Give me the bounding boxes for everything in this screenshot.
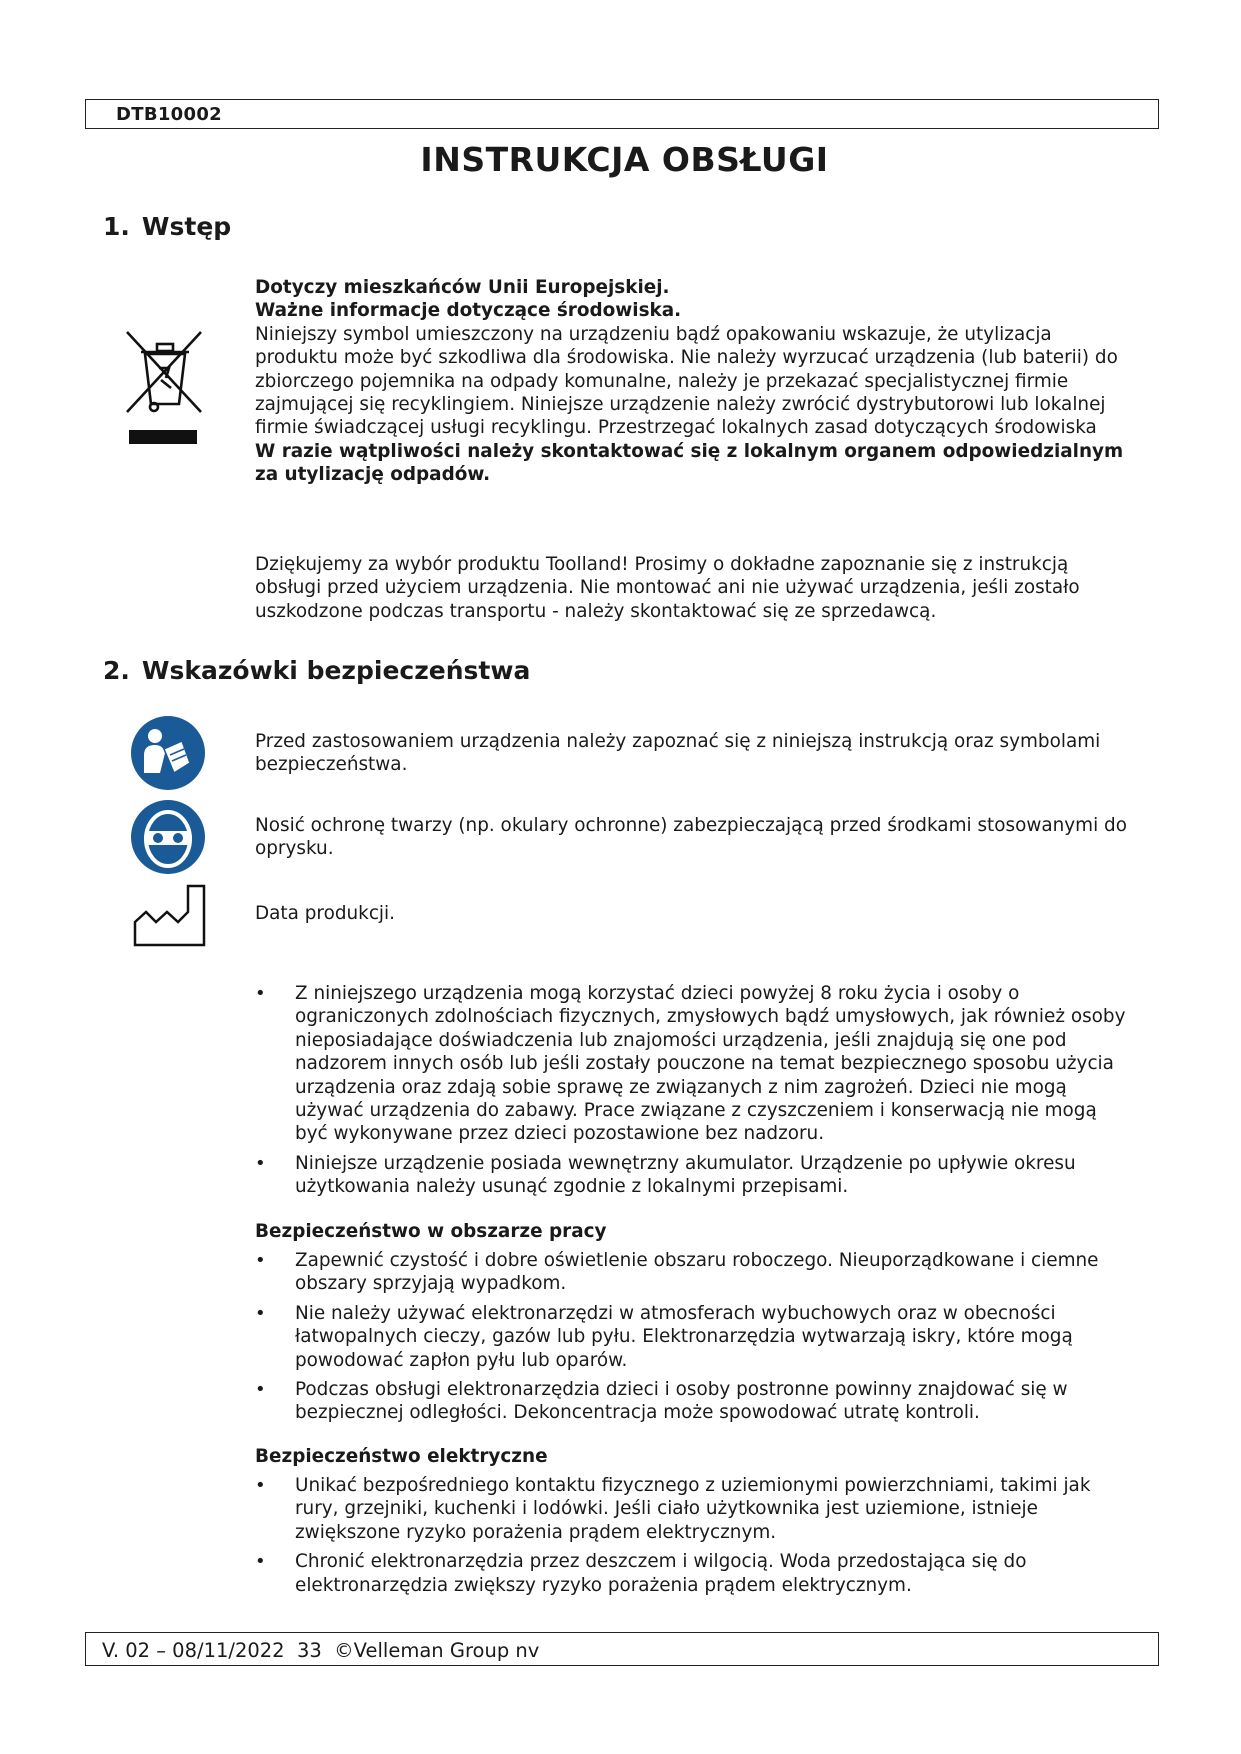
weee-body: Niniejszy symbol umieszczony na urządzeniu bądź opakowaniu wskazuje, że utylizacja produktu może być szkodliwa dla środowiska. Nie należy wyrzucać urządzenia (lub baterii) do zbiorczego pojemnika na odpady komunalne, należy je przekazać specjalistycznej firmie zajmującej się recyklingiem. Niniejsze urządzenie należy zwrócić dystrybutorowi lub lokalnej firmie świadczącej usługi recyklingu. Przestrzegać lokalnych zasad dotyczących środowiska [255, 323, 1118, 439]
page-title: INSTRUKCJA OBSŁUGI [420, 140, 829, 179]
section-2-number: 2. [103, 656, 130, 685]
symbol-eye-protection-text: Nosić ochronę twarzy (np. okulary ochronne) zabezpieczającą przed środkami stosowanymi do oprysku. [255, 815, 1127, 860]
document-header [85, 99, 1159, 129]
section-1-number: 1. [103, 212, 130, 241]
section-1-title: Wstęp [141, 212, 232, 241]
list-item: • Chronić elektronarzędzia przez deszczem i wilgocią. Woda przedostająca się do elektronarzędzia zwiększy ryzyko porażenia prądem elektrycznym. [255, 1550, 1135, 1597]
thanks-paragraph [255, 553, 1135, 623]
list-item: • Nie należy używać elektronarzędzi w atmosferach wybuchowych oraz w obecności łatwopalnych cieczy, gazów lub pyłu. Elektronarzędzia wytwarzają iskry, które mogą powodować zapłon pyłu lub oparów. [255, 1302, 1135, 1372]
weee-heading-2: Ważne informacje dotyczące środowiska. [255, 300, 682, 322]
work-area-heading: Bezpieczeństwo w obszarze pracy [255, 1221, 607, 1242]
document-footer [85, 1632, 1159, 1666]
section-1-heading [103, 212, 231, 241]
symbol-production-date-text: Data produkcji. [255, 903, 395, 924]
list-item: • Podczas obsługi elektronarzędzia dzieci i osoby postronne powinny znajdować się w bezpiecznej odległości. Dekoncentracja może spowodować utratę kontroli. [255, 1378, 1135, 1425]
general-safety-list [255, 982, 1135, 1205]
section-2-title: Wskazówki bezpieczeństwa [141, 656, 531, 685]
production-date-icon [132, 882, 208, 948]
list-item: • Z niniejszego urządzenia mogą korzystać dzieci powyżej 8 roku życia i osoby o ograniczonych zdolnościach fizycznych, zmysłowych bądź umysłowych, jak również osoby nieposiadające doświadczenia lub znajomości urządzenia, jeśli znajdują się one pod nadzorem innych osób lub jeśli zostały pouczone na temat bezpiecznego sposobu użycia urządzenia oraz zdają sobie sprawę ze związanych z nim zagrożeń. Dzieci nie mogą używać urządzenia do zabawy. Prace związane z czyszczeniem i konserwacją nie mogą być wykonywane przez dzieci pozostawione bez nadzoru. [255, 982, 1135, 1146]
symbol-read-manual-text: Przed zastosowaniem urządzenia należy zapoznać się z niniejszą instrukcją oraz symbolami bezpieczeństwa. [255, 731, 1101, 776]
electrical-heading: Bezpieczeństwo elektryczne [255, 1446, 548, 1467]
footer-text: V. 02 – 08/11/2022 33 ©Velleman Group nv [102, 1639, 540, 1662]
product-code: DTB10002 [116, 104, 222, 125]
weee-bin-icon [123, 328, 207, 446]
read-manual-icon [130, 715, 206, 791]
weee-notice [255, 276, 1135, 487]
electrical-list [255, 1474, 1135, 1603]
thanks-text: Dziękujemy za wybór produktu Toolland! Prosimy o dokładne zapoznanie się z instrukcją obsługi przed użyciem urządzenia. Nie montować ani nie używać urządzenia, jeśli zostało uszkodzone podczas transportu - należy skontaktować się ze sprzedawcą. [255, 554, 1080, 622]
weee-heading-1: Dotyczy mieszkańców Unii Europejskiej. [255, 277, 670, 298]
weee-contact-note: W razie wątpliwości należy skontaktować się z lokalnym organem odpowiedzialnym za utylizację odpadów. [255, 440, 1124, 486]
list-item: • Zapewnić czystość i dobre oświetlenie obszaru roboczego. Nieuporządkowane i ciemne obszary sprzyjają wypadkom. [255, 1249, 1135, 1296]
list-item: • Niniejsze urządzenie posiada wewnętrzny akumulator. Urządzenie po upływie okresu użytkowania należy usunąć zgodnie z lokalnymi przepisami. [255, 1152, 1135, 1199]
list-item: • Unikać bezpośredniego kontaktu fizycznego z uziemionymi powierzchniami, takimi jak rury, grzejniki, kuchenki i lodówki. Jeśli ciało użytkownika jest uziemione, istnieje zwiększone ryzyko porażenia prądem elektrycznym. [255, 1474, 1135, 1544]
work-area-list [255, 1249, 1135, 1431]
section-2-heading [103, 656, 530, 685]
eye-protection-icon [130, 799, 206, 875]
